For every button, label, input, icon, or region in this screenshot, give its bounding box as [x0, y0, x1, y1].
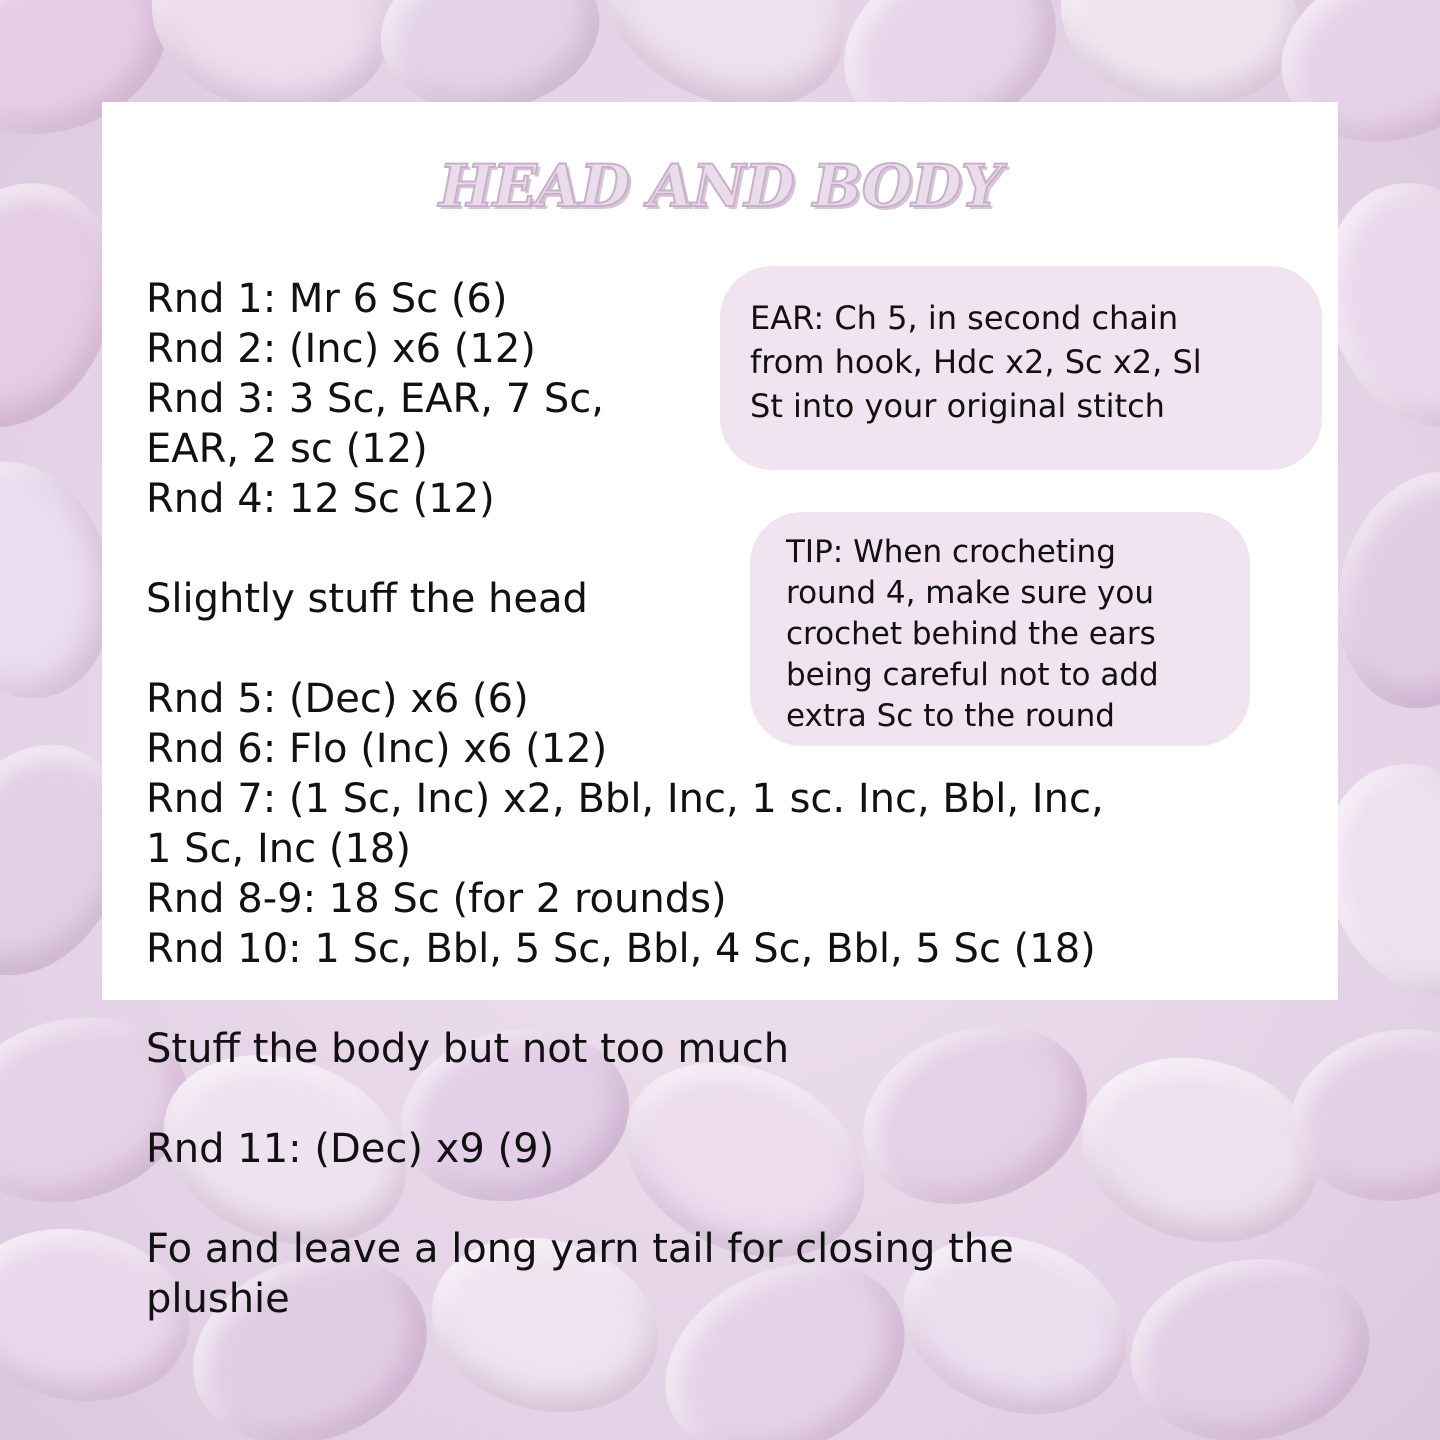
instruction-line: 1 Sc, Inc (18): [146, 826, 411, 872]
instruction-line: Rnd 6: Flo (Inc) x6 (12): [146, 726, 608, 772]
instruction-line: Rnd 8-9: 18 Sc (for 2 rounds): [146, 876, 727, 922]
candy-egg: [1116, 1241, 1384, 1440]
instruction-line: Rnd 5: (Dec) x6 (6): [146, 676, 529, 722]
instruction-line: Rnd 10: 1 Sc, Bbl, 5 Sc, Bbl, 4 Sc, Bbl, 5 Sc (18): [146, 926, 1096, 972]
line-spacer: [146, 1074, 1104, 1124]
instruction-line: Rnd 3: 3 Sc, EAR, 7 Sc,: [146, 376, 604, 422]
line-spacer: [146, 1174, 1104, 1224]
ear-note-line: St into your original stitch: [750, 387, 1165, 425]
tip-note-line: round 4, make sure you: [786, 575, 1155, 611]
instruction-line: Rnd 7: (1 Sc, Inc) x2, Bbl, Inc, 1 sc. Inc, Bbl, Inc,: [146, 776, 1104, 822]
instruction-line: plushie: [146, 1276, 290, 1322]
instruction-line: Rnd 11: (Dec) x9 (9): [146, 1126, 555, 1172]
instruction-line: Rnd 1: Mr 6 Sc (6): [146, 276, 508, 322]
tip-note-line: being careful not to add: [786, 657, 1159, 693]
instruction-line: Slightly stuff the head: [146, 576, 588, 622]
instruction-line: EAR, 2 sc (12): [146, 426, 428, 472]
instruction-line: Fo and leave a long yarn tail for closing the: [146, 1226, 1014, 1272]
instruction-line: Rnd 4: 12 Sc (12): [146, 476, 495, 522]
instruction-line: Stuff the body but not too much: [146, 1026, 790, 1072]
ear-note-line: from hook, Hdc x2, Sc x2, Sl: [750, 343, 1202, 381]
line-spacer: [146, 974, 1104, 1024]
page-title: HEAD AND BODY: [438, 152, 1002, 220]
tip-note-line: TIP: When crocheting: [786, 534, 1116, 570]
pattern-card: [102, 102, 1338, 1322]
tip-note-line: crochet behind the ears: [786, 616, 1156, 652]
ear-note-line: EAR: Ch 5, in second chain: [750, 299, 1179, 337]
ear-note-bubble: [720, 266, 1322, 470]
tip-note-line: extra Sc to the round: [786, 698, 1115, 734]
tip-note-bubble: [750, 512, 1250, 746]
instruction-line: Rnd 2: (Inc) x6 (12): [146, 326, 536, 372]
